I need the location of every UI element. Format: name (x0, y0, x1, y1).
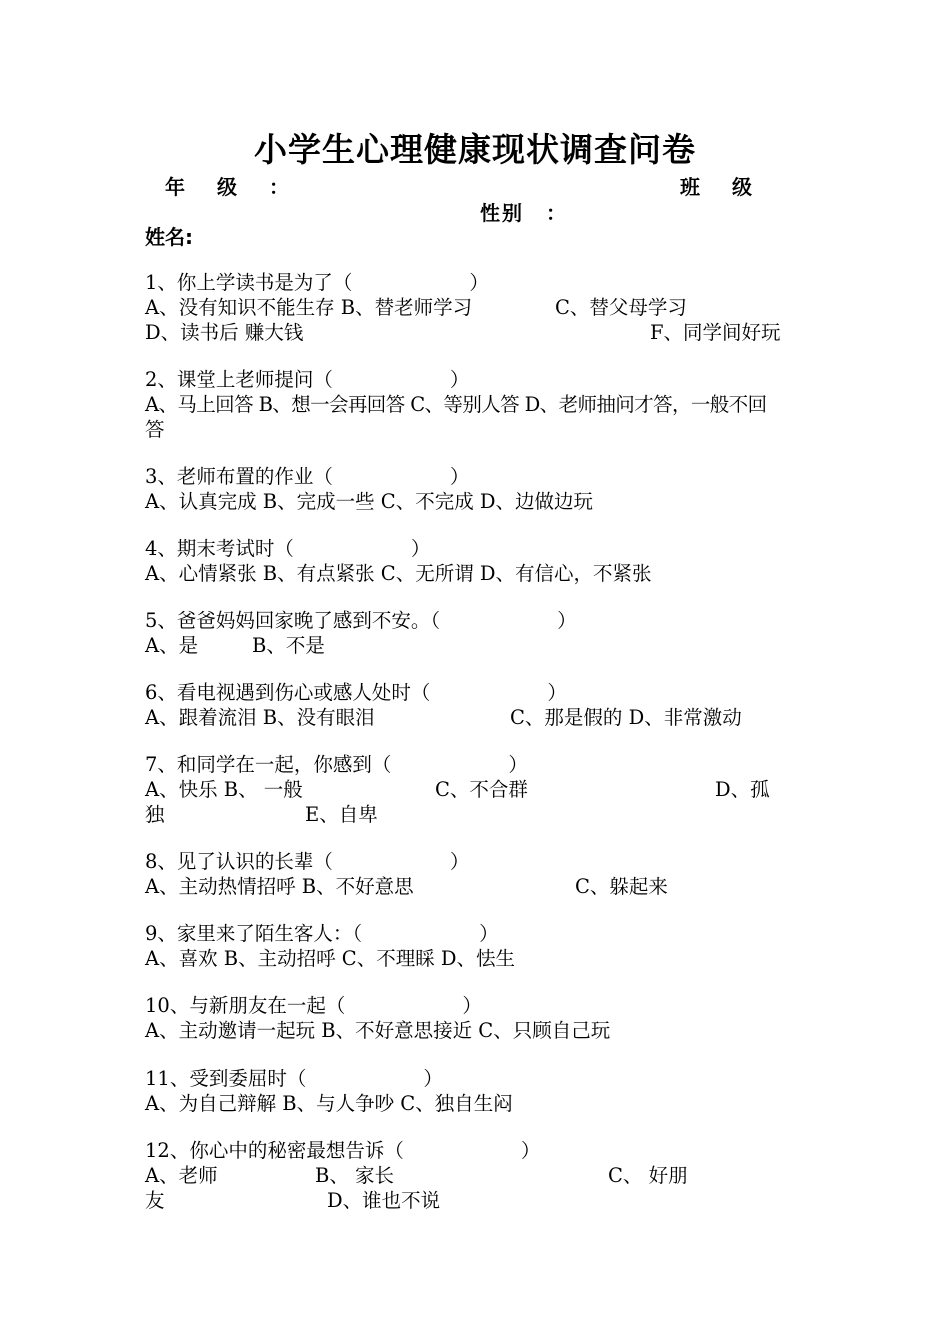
grade-label: 年 级 ： (165, 175, 295, 199)
option-text: 答 (145, 418, 165, 441)
options-1-line-2 (145, 320, 781, 346)
options-7-line-2 (145, 802, 378, 828)
options-5 (145, 633, 325, 659)
question-1: 1、你上学读书是为了（ ） (145, 271, 489, 294)
option-text: 独 (145, 803, 165, 826)
options-9 (145, 946, 515, 972)
question-10: 10、与新朋友在一起（ ） (145, 994, 482, 1017)
question-2: 2、课堂上老师提问（ ） (145, 368, 470, 391)
option-text: A、老师 (145, 1164, 218, 1187)
name-label: 姓名: (145, 225, 193, 249)
options-6 (145, 705, 742, 731)
option-text: B、不是 (252, 634, 325, 657)
class-label: 班 级 (680, 175, 758, 199)
options-12-line-2 (145, 1188, 441, 1214)
option-text: A、跟着流泪 B、没有眼泪 (145, 706, 375, 729)
options-4 (145, 561, 652, 587)
option-text: B、 家长 (315, 1164, 395, 1187)
options-2-line-1 (145, 392, 766, 418)
options-12-line-1 (145, 1163, 688, 1189)
gender-label: 性别 ： (480, 201, 568, 225)
option-text: D、谁也不说 (327, 1189, 441, 1212)
option-text: A、主动邀请一起玩 B、不好意思接近 C、只顾自己玩 (145, 1019, 611, 1042)
option-text: D、读书后 赚大钱 (145, 321, 304, 344)
options-3 (145, 489, 593, 515)
option-text: A、快乐 B、 一般 (145, 778, 303, 801)
option-text: 友 (145, 1189, 165, 1212)
question-6: 6、看电视遇到伤心或感人处时（ ） (145, 681, 567, 704)
option-text: A、没有知识不能生存 B、替老师学习 (145, 296, 473, 319)
option-text: A、为自己辩解 B、与人争吵 C、独自生闷 (145, 1092, 513, 1115)
option-text: F、同学间好玩 (650, 321, 781, 344)
options-1-line-1 (145, 295, 687, 321)
option-text: A、喜欢 B、主动招呼 C、不理睬 D、怯生 (145, 947, 516, 970)
option-text: C、替父母学习 (555, 296, 687, 319)
options-8 (145, 874, 668, 900)
option-text: C、躲起来 (575, 875, 668, 898)
option-text: A、心情紧张 B、有点紧张 C、无所谓 D、有信心，不紧张 (145, 562, 652, 585)
options-11 (145, 1091, 513, 1117)
options-2-line-2 (145, 417, 165, 443)
question-12: 12、你心中的秘密最想告诉（ ） (145, 1139, 541, 1162)
option-text: A、主动热情招呼 B、不好意思 (145, 875, 414, 898)
question-9: 9、家里来了陌生客人：（ ） (145, 922, 499, 945)
question-4: 4、期末考试时（ ） (145, 537, 431, 560)
option-text: A、马上回答 B、想一会再回答 C、等别人答 D、老师抽问才答，一般不回 (145, 393, 767, 416)
option-text: A、认真完成 B、完成一些 C、不完成 D、边做边玩 (145, 490, 594, 513)
option-text: C、那是假的 D、非常激动 (510, 706, 742, 729)
option-text: C、 好朋 (608, 1164, 688, 1187)
option-text: E、自卑 (305, 803, 378, 826)
option-text: C、不合群 (435, 778, 528, 801)
question-3: 3、老师布置的作业（ ） (145, 465, 470, 488)
question-5: 5、爸爸妈妈回家晚了感到不安。（ ） (145, 609, 577, 632)
question-8: 8、见了认识的长辈（ ） (145, 850, 470, 873)
question-11: 11、受到委屈时（ ） (145, 1067, 443, 1090)
question-7: 7、和同学在一起，你感到（ ） (145, 753, 528, 776)
page-title: 小学生心理健康现状调查问卷 (254, 130, 696, 169)
option-text: D、孤 (715, 778, 770, 801)
options-10 (145, 1018, 610, 1044)
options-7-line-1 (145, 777, 770, 803)
option-text: A、是 (145, 634, 199, 657)
